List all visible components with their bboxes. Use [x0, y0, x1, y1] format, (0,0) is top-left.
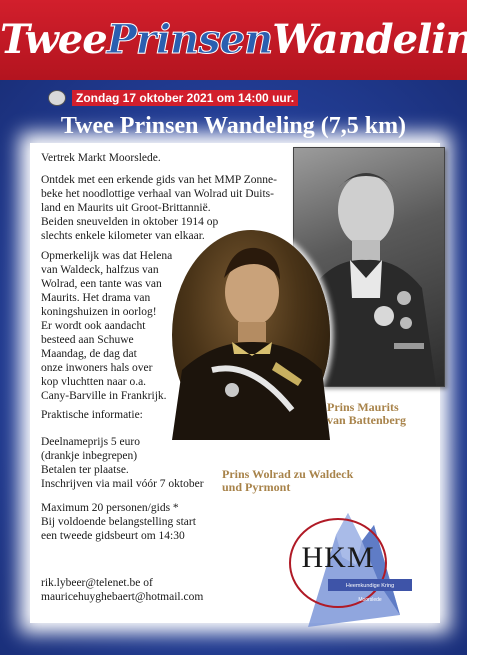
bullet-icon — [48, 90, 66, 106]
group-line: een tweede gidsbeurt om 14:30 — [41, 530, 185, 542]
detail-line: Maurits. Het drama van — [41, 292, 151, 304]
brand-part-prinsen: Prinsen — [106, 16, 273, 63]
detail-line: kop vluchtten naar o.a. — [41, 376, 147, 388]
brand-title — [0, 16, 501, 63]
brand-part-twee: Twee — [0, 16, 107, 63]
practical-line: Inschrijven via mail vóór 7 oktober — [41, 478, 204, 490]
intro-paragraph — [41, 173, 277, 243]
group-line: Bij voldoende belangstelling start — [41, 516, 196, 528]
caption-line: Prins Maurits — [327, 400, 399, 414]
caption-maurits — [327, 401, 406, 427]
logo-line1: Heemkundige Kring — [345, 583, 395, 589]
practical-info — [41, 435, 204, 491]
intro-line: land en Maurits uit Groot-Brittannië. — [41, 202, 211, 214]
header-band — [0, 0, 501, 80]
detail-line: Opmerkelijk was dat Helena — [41, 250, 173, 262]
photo-prins-wolrad — [172, 230, 330, 440]
detail-line: Cany-Barville in Frankrijk. — [41, 390, 167, 402]
group-line: Maximum 20 personen/gids * — [41, 502, 179, 514]
intro-line: Ontdek met een erkende gids van het MMP Zonne- — [41, 174, 277, 186]
hkm-logo-icon — [270, 505, 420, 630]
event-title: Twee Prinsen Wandeling (7,5 km) — [60, 113, 407, 139]
brand-part-wandeling: Wandeling — [272, 16, 501, 63]
detail-line: besteed aan Schuwe — [41, 334, 134, 346]
contact-email[interactable]: mauricehuyghebaert@hotmail.com — [41, 591, 204, 603]
logo-letters: HKM — [301, 541, 375, 574]
detail-line: Er wordt ook aandacht — [41, 320, 146, 332]
portrait-wolrad-icon — [172, 230, 330, 440]
practical-heading: Praktische informatie: — [41, 409, 143, 421]
detail-line: onze inwoners hals over — [41, 362, 153, 374]
detail-line: Maandag, de dag dat — [41, 348, 137, 360]
practical-line: (drankje inbegrepen) — [41, 450, 138, 462]
logo-line2: Moorslede — [358, 597, 382, 603]
caption-line: Prins Wolrad zu Waldeck — [222, 467, 354, 481]
detail-line: Wolrad, een tante was van — [41, 278, 162, 290]
hkm-logo — [270, 505, 420, 630]
intro-line: Beiden sneuvelden in oktober 1914 op — [41, 216, 219, 228]
detail-paragraph — [41, 249, 172, 403]
contact-email[interactable]: rik.lybeer@telenet.be of — [41, 577, 153, 589]
intro-line: slechts enkele kilometer van elkaar. — [41, 230, 205, 242]
caption-line: und Pyrmont — [222, 480, 291, 494]
group-info — [41, 501, 196, 543]
detail-line: van Waldeck, halfzus van — [41, 264, 159, 276]
practical-line: Deelnameprijs 5 euro — [41, 436, 140, 448]
contact-info — [41, 576, 203, 604]
intro-line: beke het noodlottige verhaal van Wolrad uit Duits- — [41, 188, 274, 200]
practical-line: Betalen ter plaatse. — [41, 464, 129, 476]
detail-line: koningshuizen in oorlog! — [41, 306, 157, 318]
event-date: Zondag 17 oktober 2021 om 14:00 uur. — [72, 90, 298, 106]
caption-line: van Battenberg — [327, 413, 406, 427]
departure-text: Vertrek Markt Moorslede. — [41, 152, 161, 164]
caption-wolrad — [222, 468, 353, 494]
